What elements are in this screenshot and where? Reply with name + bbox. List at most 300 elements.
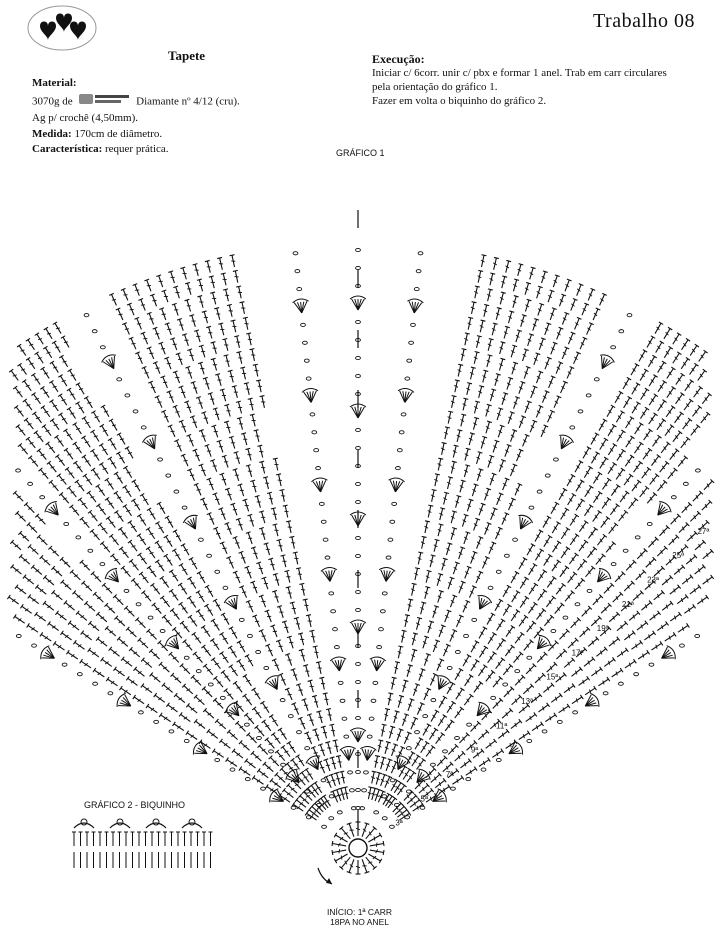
treble-stitch <box>313 646 320 659</box>
treble-stitch <box>332 841 347 848</box>
treble-stitch <box>240 367 248 380</box>
treble-stitch <box>229 436 237 449</box>
treble-stitch <box>270 778 283 789</box>
treble-stitch <box>67 486 78 498</box>
treble-stitch <box>198 362 206 375</box>
treble-stitch <box>616 648 629 659</box>
treble-stitch <box>671 431 682 444</box>
treble-stitch <box>487 542 496 555</box>
treble-stitch <box>422 688 431 701</box>
treble-stitch <box>699 412 710 424</box>
treble-stitch <box>213 493 222 506</box>
treble-stitch <box>466 317 473 330</box>
treble-stitch <box>389 677 396 690</box>
treble-stitch <box>652 590 664 602</box>
treble-stitch <box>212 749 225 760</box>
treble-stitch <box>409 649 417 662</box>
chain-stitch <box>302 341 307 344</box>
chain-stitch <box>578 410 583 413</box>
treble-stitch <box>497 729 510 740</box>
chain-stitch <box>397 449 402 452</box>
treble-stitch <box>91 468 102 481</box>
treble-stitch <box>499 276 507 289</box>
chain-stitch <box>160 629 165 632</box>
treble-stitch <box>566 332 575 345</box>
treble-stitch <box>334 772 342 785</box>
treble-stitch <box>127 303 136 316</box>
treble-stitch <box>501 664 513 676</box>
treble-stitch <box>369 848 384 855</box>
chain-stitch <box>411 323 416 326</box>
treble-stitch <box>325 742 333 755</box>
chain-stitch <box>312 431 317 434</box>
treble-stitch <box>550 560 561 573</box>
treble-stitch <box>474 336 482 349</box>
chain-stitch <box>338 681 343 684</box>
treble-stitch <box>408 798 421 809</box>
treble-stitch <box>501 604 512 617</box>
chain-stitch <box>88 549 93 552</box>
treble-stitch <box>505 377 513 390</box>
treble-stitch <box>417 669 426 682</box>
treble-stitch <box>273 573 281 586</box>
treble-stitch <box>679 357 690 370</box>
treble-stitch <box>432 474 439 487</box>
treble-stitch <box>213 527 222 540</box>
treble-stitch <box>111 554 123 566</box>
chain-stitch <box>141 426 146 429</box>
treble-stitch <box>31 393 42 406</box>
treble-stitch <box>211 658 222 671</box>
chain-stitch <box>350 789 355 792</box>
treble-stitch <box>437 696 447 709</box>
treble-stitch <box>533 549 544 562</box>
treble-stitch <box>462 465 470 478</box>
treble-stitch <box>316 662 323 675</box>
treble-stitch <box>453 668 463 681</box>
chain-stitch <box>491 696 496 699</box>
treble-stitch <box>174 440 183 453</box>
treble-stitch <box>656 480 668 492</box>
treble-stitch <box>396 695 404 708</box>
treble-stitch <box>528 386 537 399</box>
treble-stitch <box>609 484 620 497</box>
treble-stitch <box>173 405 182 418</box>
execution-label: Execução: <box>372 52 425 66</box>
treble-stitch <box>449 528 457 541</box>
treble-stitch <box>150 294 159 307</box>
treble-stitch <box>155 560 166 573</box>
treble-stitch <box>272 659 281 672</box>
treble-stitch <box>608 504 619 517</box>
treble-stitch <box>81 631 94 642</box>
treble-stitch <box>133 284 142 297</box>
shell-stitch <box>397 388 414 404</box>
treble-stitch <box>26 338 37 351</box>
treble-stitch <box>464 767 477 778</box>
treble-stitch <box>645 492 657 504</box>
chain-stitch <box>551 629 556 632</box>
treble-stitch <box>272 590 280 603</box>
treble-stitch <box>688 585 701 596</box>
treble-stitch <box>654 341 664 354</box>
chain-stitch <box>108 692 113 695</box>
treble-stitch <box>638 407 649 420</box>
yarn-amount: 3070g de <box>32 94 73 107</box>
treble-stitch <box>618 491 629 504</box>
treble-stitch <box>689 425 700 437</box>
treble-stitch <box>278 673 287 686</box>
treble-stitch <box>437 508 445 521</box>
treble-stitch <box>356 860 361 874</box>
treble-stitch <box>560 312 569 325</box>
treble-stitch <box>536 589 547 602</box>
treble-stitch <box>152 603 164 615</box>
treble-stitch <box>500 708 512 720</box>
chain-stitch <box>587 589 592 592</box>
treble-stitch <box>445 477 453 490</box>
chain-stitch <box>291 806 296 809</box>
treble-stitch <box>480 370 488 383</box>
treble-stitch <box>360 823 369 838</box>
shell-stitch <box>311 477 328 493</box>
treble-stitch <box>256 562 265 575</box>
chain-stitch <box>40 496 45 499</box>
ring-symbol <box>349 839 367 857</box>
treble-stitch <box>244 713 256 725</box>
treble-stitch <box>373 756 380 769</box>
treble-stitch <box>13 386 24 399</box>
treble-stitch <box>445 701 456 714</box>
treble-stitch <box>701 575 714 586</box>
treble-stitch <box>180 267 188 280</box>
treble-stitch <box>451 445 459 458</box>
treble-stitch <box>128 540 139 553</box>
treble-stitch <box>648 474 659 486</box>
row-label: 11ª <box>496 721 508 731</box>
treble-stitch <box>220 389 228 402</box>
chain-stitch <box>319 502 324 505</box>
treble-stitch <box>565 366 574 379</box>
chain-stitch <box>125 394 130 397</box>
treble-stitch <box>46 442 57 455</box>
treble-stitch <box>256 380 263 393</box>
treble-stitch <box>642 429 653 442</box>
start-label-line-1: INÍCIO: 1ª CARR <box>327 907 393 917</box>
row-label: 23ª <box>647 575 659 585</box>
treble-stitch <box>497 358 505 371</box>
treble-stitch <box>563 658 575 670</box>
treble-stitch <box>460 514 468 527</box>
treble-stitch <box>480 556 489 569</box>
treble-stitch <box>563 279 572 292</box>
treble-stitch <box>18 363 29 376</box>
chain-stitch <box>390 825 395 828</box>
treble-stitch <box>263 762 275 774</box>
treble-stitch <box>213 408 221 421</box>
treble-stitch <box>595 647 607 658</box>
treble-stitch <box>308 808 321 819</box>
treble-stitch <box>268 558 276 571</box>
treble-stitch <box>476 665 487 678</box>
chain-stitch <box>635 536 640 539</box>
treble-stitch <box>291 669 300 682</box>
treble-stitch <box>510 591 521 604</box>
treble-stitch <box>186 703 198 715</box>
treble-stitch <box>18 531 30 543</box>
treble-stitch <box>563 591 575 603</box>
treble-stitch <box>222 455 231 468</box>
treble-stitch <box>459 349 466 362</box>
treble-stitch <box>246 333 253 346</box>
treble-stitch <box>197 571 207 584</box>
chain-stitch <box>257 736 262 739</box>
treble-stitch <box>178 602 189 615</box>
treble-stitch <box>528 420 537 433</box>
treble-stitch <box>236 286 243 299</box>
treble-stitch <box>441 644 450 657</box>
treble-stitch <box>681 418 692 431</box>
treble-stitch <box>14 405 25 418</box>
treble-stitch <box>508 430 517 443</box>
chain-stitch <box>431 698 436 701</box>
treble-stitch <box>536 303 545 316</box>
treble-stitch <box>512 652 524 664</box>
treble-stitch <box>60 631 73 642</box>
chain-stitch <box>431 763 436 766</box>
treble-stitch <box>500 393 508 406</box>
treble-stitch <box>82 455 93 468</box>
treble-stitch <box>548 308 557 321</box>
treble-stitch <box>688 344 699 357</box>
treble-stitch <box>172 303 181 316</box>
treble-stitch <box>295 798 308 809</box>
treble-stitch <box>500 478 509 491</box>
treble-stitch <box>214 308 222 321</box>
treble-stitch <box>629 364 639 377</box>
chain-stitch <box>356 500 361 503</box>
treble-stitch <box>309 784 320 797</box>
chain-stitch <box>496 570 501 573</box>
treble-stitch <box>656 380 667 393</box>
chain-stitch <box>394 803 399 806</box>
treble-stitch <box>569 618 581 630</box>
treble-stitch <box>530 319 539 332</box>
treble-stitch <box>208 393 216 406</box>
treble-stitch <box>109 293 118 306</box>
treble-stitch <box>454 615 463 628</box>
treble-stitch <box>173 530 183 543</box>
treble-stitch <box>233 469 241 482</box>
shell-stitch <box>378 567 395 583</box>
treble-stitch <box>552 396 561 409</box>
treble-stitch <box>495 639 506 652</box>
treble-stitch <box>41 406 52 419</box>
treble-stitch <box>700 500 712 512</box>
shell-stitch <box>115 692 135 713</box>
treble-stitch <box>47 461 58 473</box>
chain-stitch <box>297 287 302 290</box>
treble-stitch <box>286 587 294 600</box>
treble-stitch <box>477 503 486 516</box>
row-label: 19ª <box>596 624 609 634</box>
treble-stitch <box>247 514 255 527</box>
treble-stitch <box>188 615 199 628</box>
treble-stitch <box>632 442 643 455</box>
treble-stitch <box>22 380 33 393</box>
treble-stitch <box>251 547 260 560</box>
treble-stitch <box>68 621 81 632</box>
chain-stitch <box>28 482 33 485</box>
chain-stitch <box>373 681 378 684</box>
chain-stitch <box>527 656 532 659</box>
treble-stitch <box>64 601 76 613</box>
treble-stitch <box>526 602 537 615</box>
treble-stitch <box>597 419 607 432</box>
treble-stitch <box>548 342 557 355</box>
treble-stitch <box>436 458 443 471</box>
chain-stitch <box>166 474 171 477</box>
treble-stitch <box>520 349 529 362</box>
chain-stitch <box>317 803 322 806</box>
treble-stitch <box>147 566 158 579</box>
treble-stitch <box>211 425 220 438</box>
chain-stitch <box>230 768 235 771</box>
treble-stitch <box>640 601 652 613</box>
treble-stitch <box>73 461 84 474</box>
chain-stitch <box>333 628 338 631</box>
treble-stitch <box>227 730 239 742</box>
treble-stitch <box>550 541 561 554</box>
chain-stitch <box>199 538 204 541</box>
treble-stitch <box>634 570 646 582</box>
treble-stitch <box>428 673 437 686</box>
treble-stitch <box>203 708 215 720</box>
treble-stitch <box>468 551 477 564</box>
treble-stitch <box>142 366 151 379</box>
chain-stitch <box>16 469 21 472</box>
treble-stitch <box>321 726 329 739</box>
treble-stitch <box>96 637 108 648</box>
treble-stitch <box>211 619 222 632</box>
treble-stitch <box>91 571 103 583</box>
treble-stitch <box>481 304 489 317</box>
treble-stitch <box>205 445 214 458</box>
treble-stitch <box>482 523 491 536</box>
treble-stitch <box>166 703 179 714</box>
treble-stitch <box>123 505 134 518</box>
shell-stitch <box>182 513 203 533</box>
treble-stitch <box>246 532 255 545</box>
treble-stitch <box>213 676 225 688</box>
treble-stitch <box>100 542 112 554</box>
treble-stitch <box>471 518 480 531</box>
treble-stitch <box>435 756 447 768</box>
treble-stitch <box>187 434 196 447</box>
treble-stitch <box>485 289 493 302</box>
treble-stitch <box>135 352 144 365</box>
chain-stitch <box>594 378 599 381</box>
treble-stitch <box>60 557 72 569</box>
treble-stitch <box>164 357 173 370</box>
treble-stitch <box>61 580 73 592</box>
treble-stitch <box>134 317 143 330</box>
treble-stitch <box>234 336 242 349</box>
treble-stitch <box>296 684 305 697</box>
treble-stitch <box>660 575 672 587</box>
treble-stitch <box>189 315 197 328</box>
treble-stitch <box>211 342 219 355</box>
chain-stitch <box>466 778 471 781</box>
chain-stitch <box>377 646 382 649</box>
size-label: Medida: <box>32 127 72 140</box>
treble-stitch <box>18 443 30 455</box>
treble-stitch <box>207 729 220 740</box>
treble-stitch <box>517 416 526 429</box>
treble-stitch <box>106 677 119 688</box>
chain-stitch <box>488 586 493 589</box>
treble-stitch <box>179 420 188 433</box>
chain-stitch <box>158 458 163 461</box>
treble-stitch <box>637 350 647 363</box>
treble-stitch <box>486 652 497 665</box>
treble-stitch <box>606 444 617 457</box>
treble-stitch <box>524 712 537 723</box>
treble-stitch <box>252 615 261 628</box>
chain-stitch <box>280 698 285 701</box>
treble-stitch <box>236 401 244 414</box>
treble-stitch <box>448 595 457 608</box>
treble-stitch <box>180 621 191 634</box>
treble-stitch <box>423 521 430 534</box>
treble-stitch <box>207 513 216 526</box>
treble-stitch <box>573 461 583 474</box>
treble-stitch <box>312 695 320 708</box>
chain-stitch <box>362 789 367 792</box>
treble-stitch <box>574 499 585 512</box>
treble-stitch <box>229 627 239 640</box>
treble-stitch <box>67 407 78 420</box>
treble-stitch <box>24 502 36 514</box>
treble-stitch <box>663 425 674 438</box>
chain-stitch <box>505 554 510 557</box>
treble-stitch <box>200 498 209 511</box>
treble-stitch <box>227 304 235 317</box>
chain-stitch <box>342 717 347 720</box>
shell-stitch <box>350 728 366 742</box>
chain-stitch <box>503 683 508 686</box>
treble-stitch <box>413 738 423 751</box>
treble-stitch <box>638 369 648 382</box>
treble-stitch <box>132 480 143 493</box>
treble-stitch <box>273 524 281 537</box>
treble-stitch <box>517 731 530 742</box>
chain-stitch <box>215 570 220 573</box>
treble-stitch <box>405 665 413 678</box>
treble-stitch <box>109 534 120 547</box>
shell-stitch <box>302 388 319 404</box>
treble-stitch <box>602 583 614 595</box>
treble-stitch <box>124 606 136 618</box>
treble-stitch <box>293 552 300 565</box>
treble-stitch <box>137 514 148 527</box>
treble-stitch <box>101 657 114 668</box>
treble-stitch <box>329 724 336 737</box>
treble-stitch <box>443 720 454 733</box>
treble-stitch <box>207 478 216 491</box>
treble-stitch <box>518 577 529 590</box>
treble-stitch <box>470 484 478 497</box>
